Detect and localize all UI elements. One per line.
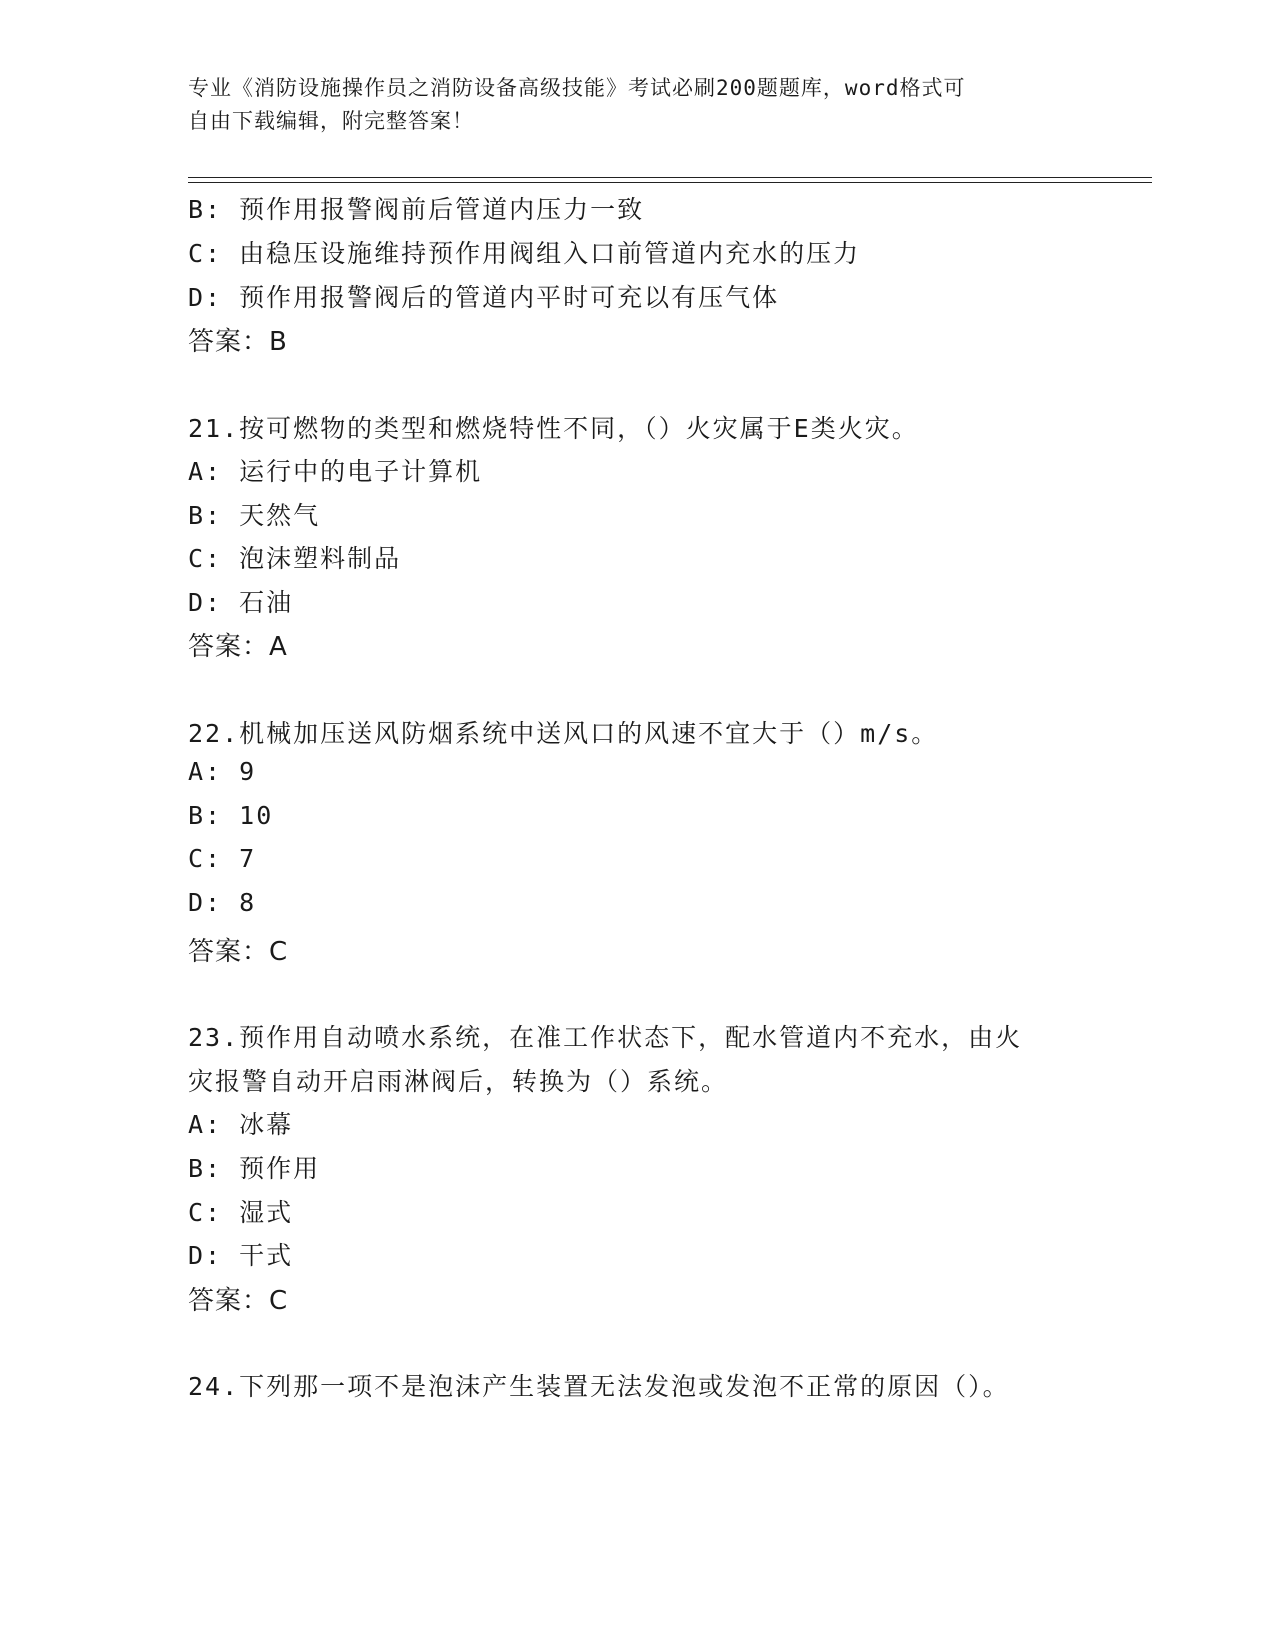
option-d: D: 石油 bbox=[188, 588, 294, 617]
option-d: D: 干式 bbox=[188, 1241, 294, 1270]
option-b: B: 天然气 bbox=[188, 501, 321, 530]
answer: 答案：A bbox=[188, 632, 288, 662]
document-header bbox=[188, 72, 1068, 138]
question-stem: 24.下列那一项不是泡沫产生装置无法发泡或发泡不正常的原因（）。 bbox=[188, 1372, 1010, 1401]
option-a: A: 运行中的电子计算机 bbox=[188, 457, 483, 486]
option-d: D: 8 bbox=[188, 888, 257, 917]
question-stem: 22.机械加压送风防烟系统中送风口的风速不宜大于（）m/s。 bbox=[188, 719, 939, 748]
answer: 答案：C bbox=[188, 1286, 289, 1316]
header-divider-bottom bbox=[188, 182, 1152, 183]
option-c: C: 由稳压设施维持预作用阀组入口前管道内充水的压力 bbox=[188, 239, 861, 268]
option-d: D: 预作用报警阀后的管道内平时可充以有压气体 bbox=[188, 283, 780, 312]
header-divider-top bbox=[188, 177, 1152, 178]
answer: 答案：B bbox=[188, 327, 288, 357]
question-stem-line-1: 23.预作用自动喷水系统，在准工作状态下，配水管道内不充水，由火 bbox=[188, 1023, 1023, 1052]
question-stem-line-2: 灾报警自动开启雨淋阀后，转换为（）系统。 bbox=[188, 1067, 729, 1096]
answer: 答案：C bbox=[188, 937, 289, 967]
option-a: A: 9 bbox=[188, 757, 257, 786]
header-line-2: 自由下载编辑，附完整答案！ bbox=[188, 109, 474, 133]
header-line-1: 专业《消防设施操作员之消防设备高级技能》考试必刷200题题库，word格式可 bbox=[188, 76, 966, 100]
option-b: B: 预作用 bbox=[188, 1154, 321, 1183]
option-a: A: 冰幕 bbox=[188, 1110, 294, 1139]
option-c: C: 7 bbox=[188, 844, 257, 873]
question-stem: 21.按可燃物的类型和燃烧特性不同，（）火灾属于E类火灾。 bbox=[188, 414, 919, 443]
option-c: C: 泡沫塑料制品 bbox=[188, 544, 402, 573]
option-b: B: 预作用报警阀前后管道内压力一致 bbox=[188, 195, 645, 224]
option-b: B: 10 bbox=[188, 801, 274, 830]
option-c: C: 湿式 bbox=[188, 1198, 294, 1227]
